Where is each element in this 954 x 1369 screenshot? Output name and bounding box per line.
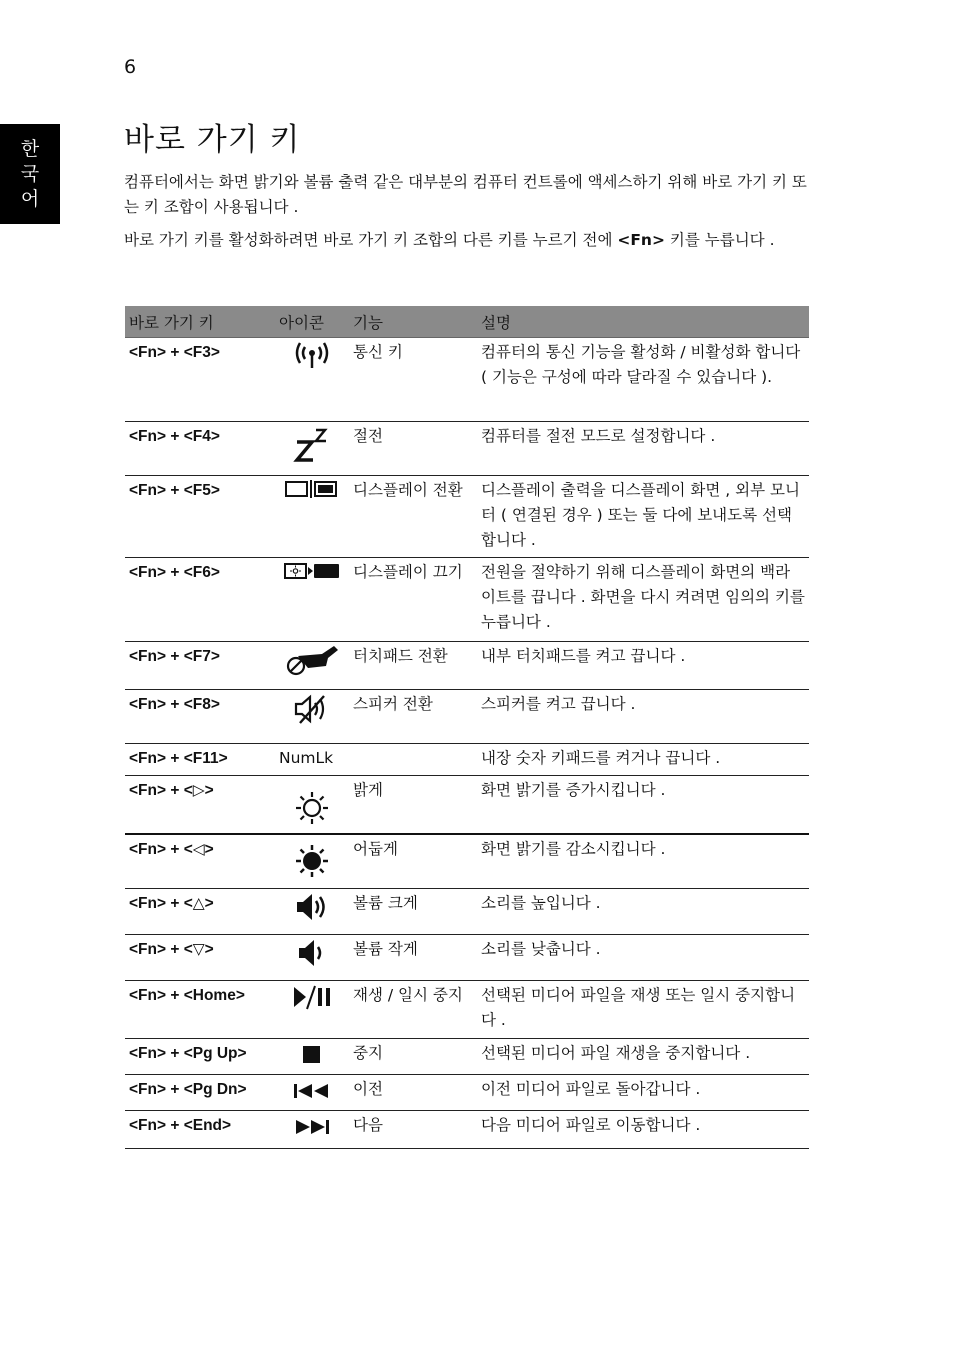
table-row [125,476,809,558]
function-cell [349,744,477,776]
description-cell: 다음 미디어 파일로 이동합니다 . [477,1111,809,1149]
touchpad-toggle-icon [284,644,340,678]
page-number: 6 [124,56,137,78]
sleep-icon [292,424,332,464]
description-cell: 내부 터치패드를 켜고 끕니다 . [477,642,809,690]
description-cell: 컴퓨터의 통신 기능을 활성화 / 비활성화 합니다 ( 기능은 구성에 따라 달라질 수 있습니다 ). [477,338,809,422]
function-cell: 이전 [349,1075,477,1111]
description-cell: 선택된 미디어 파일을 재생 또는 일시 중지합니다 . [477,981,809,1039]
display-off-icon [283,560,341,582]
wireless-icon [292,340,332,370]
function-cell: 볼륨 크게 [349,889,477,935]
table-row [125,981,809,1039]
description-cell: 스피커를 켜고 끕니다 . [477,690,809,744]
table-header-row [125,306,809,338]
function-cell: 어둡게 [349,834,477,889]
function-cell: 스피커 전환 [349,690,477,744]
function-cell: 밝게 [349,776,477,834]
description-cell: 디스플레이 출력을 디스플레이 화면 , 외부 모니터 ( 연결된 경우 ) 또는 둘 다에 보내도록 선택합니다 . [477,476,809,558]
display-toggle-icon [284,478,340,500]
hotkey-cell: <Fn> + <F3> [125,338,275,422]
function-cell: 터치패드 전환 [349,642,477,690]
side-tab-char: 국 [20,162,40,185]
volume-up-icon [294,891,330,923]
description-cell: 전원을 절약하기 위해 디스플레이 화면의 백라이트를 끕니다 . 화면을 다시 켜려면 임의의 키를 누릅니다 . [477,558,809,642]
header-hotkey: 바로 가기 키 [125,306,275,338]
description-cell: 소리를 낮춥니다 . [477,935,809,981]
page-title: 바로 가기 키 [124,122,301,158]
volume-down-icon [294,937,330,969]
activation-paragraph: 바로 가기 키를 활성화하려면 바로 가기 키 조합의 다른 키를 누르기 전에 <Fn> 키를 누릅니다 . [124,231,775,249]
brightness-up-icon [294,790,330,826]
description-cell: 선택된 미디어 파일 재생을 중지합니다 . [477,1039,809,1075]
function-cell: 볼륨 작게 [349,935,477,981]
header-icon: 아이콘 [275,306,349,338]
hotkey-cell: <Fn> + <End> [125,1111,275,1149]
next-icon [292,1117,332,1137]
function-cell: 절전 [349,422,477,476]
intro-paragraph: 컴퓨터에서는 화면 밝기와 볼륨 출력 같은 대부분의 컴퓨터 컨트롤에 액세스하기 위해 바로 가기 키 또는 키 조합이 사용됩니다 . [124,173,807,216]
function-cell: 재생 / 일시 중지 [349,981,477,1039]
table-row [125,1039,809,1075]
table-row [125,935,809,981]
header-description: 설명 [477,306,809,338]
stop-icon [302,1045,322,1065]
play-pause-icon [290,983,334,1011]
hotkey-cell: <Fn> + <Home> [125,981,275,1039]
hotkey-cell: <Fn> + <▷> [125,776,275,834]
language-side-tab [0,124,60,224]
function-cell: 중지 [349,1039,477,1075]
table-row [125,1075,809,1111]
table-row [125,558,809,642]
description-cell: 화면 밝기를 감소시킵니다 . [477,834,809,889]
header-function: 기능 [349,306,477,338]
table-row [125,338,809,422]
function-cell: 디스플레이 끄기 [349,558,477,642]
hotkey-cell: <Fn> + <F4> [125,422,275,476]
table-row [125,834,809,889]
hotkey-cell: <Fn> + <Pg Up> [125,1039,275,1075]
description-cell: 내장 숫자 키패드를 켜거나 끕니다 . [477,744,809,776]
table-row [125,690,809,744]
hotkey-cell: <Fn> + <▽> [125,935,275,981]
fn-key-label: <Fn> [617,231,665,249]
hotkey-cell: <Fn> + <F11> [125,744,275,776]
side-tab-char: 한 [20,137,40,160]
previous-icon [292,1081,332,1101]
function-cell: 다음 [349,1111,477,1149]
speaker-toggle-icon [292,692,332,726]
table-row [125,642,809,690]
hotkey-cell: <Fn> + <◁> [125,834,275,889]
table-row [125,776,809,834]
hotkey-cell: <Fn> + <Pg Dn> [125,1075,275,1111]
hotkey-cell: <Fn> + <△> [125,889,275,935]
table-row [125,744,809,776]
description-cell: 이전 미디어 파일로 돌아갑니다 . [477,1075,809,1111]
side-tab-char: 어 [20,187,40,210]
function-cell: 통신 키 [349,338,477,422]
hotkey-cell: <Fn> + <F5> [125,476,275,558]
hotkey-cell: <Fn> + <F7> [125,642,275,690]
brightness-down-icon [294,843,330,879]
numlock-label: NumLk [279,749,334,767]
description-cell: 소리를 높입니다 . [477,889,809,935]
hotkey-table [125,306,809,1149]
table-row [125,889,809,935]
description-cell: 컴퓨터를 절전 모드로 설정합니다 . [477,422,809,476]
table-row [125,1111,809,1149]
hotkey-cell: <Fn> + <F8> [125,690,275,744]
hotkey-cell: <Fn> + <F6> [125,558,275,642]
function-cell: 디스플레이 전환 [349,476,477,558]
description-cell: 화면 밝기를 증가시킵니다 . [477,776,809,834]
table-row [125,422,809,476]
